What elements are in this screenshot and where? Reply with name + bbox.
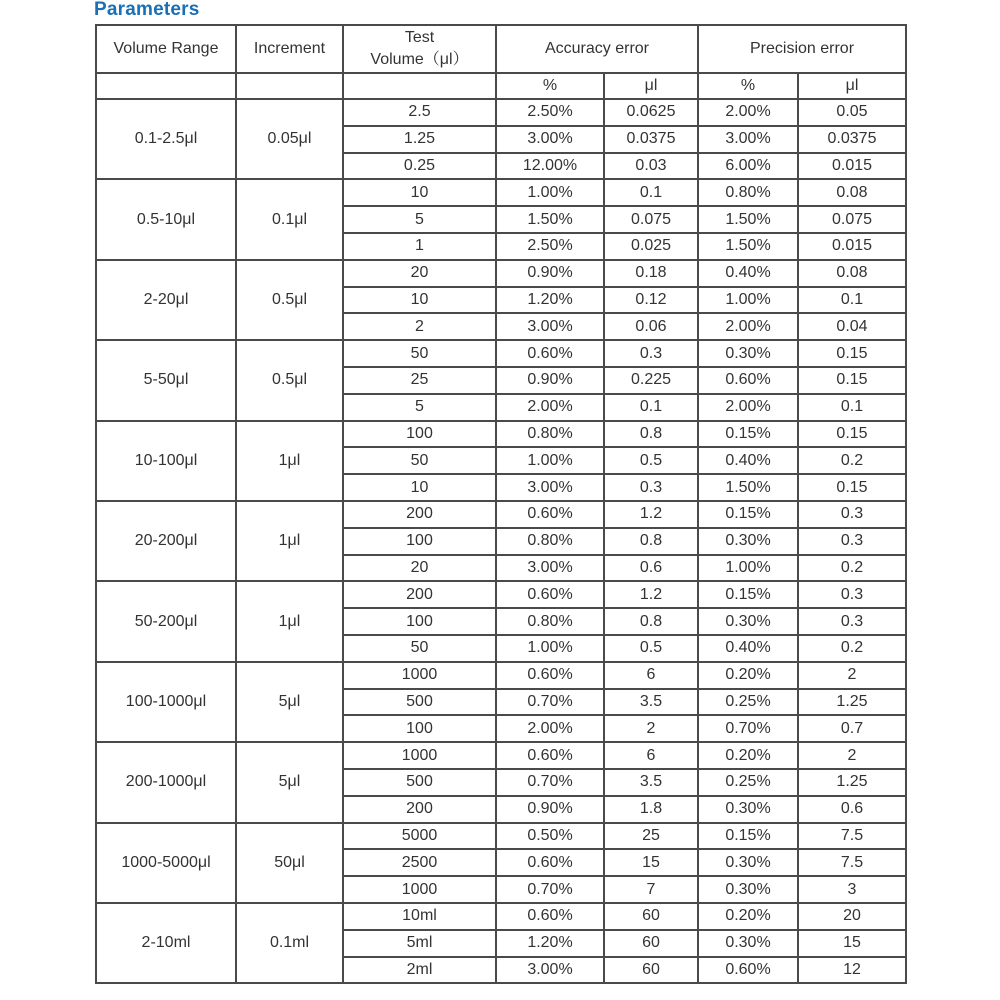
table-row xyxy=(96,742,906,769)
increment-cell: 1μl xyxy=(236,421,343,501)
volume-range-cell: 5-50μl xyxy=(96,340,236,420)
table-row xyxy=(96,662,906,689)
accuracy-percent-cell: 2.50% xyxy=(496,233,604,260)
accuracy-ul-cell: 0.3 xyxy=(604,474,698,501)
precision-ul-cell: 0.075 xyxy=(798,206,906,233)
test-volume-cell: 5 xyxy=(343,206,496,233)
volume-range-cell: 2-20μl xyxy=(96,260,236,340)
header-precision-error: Precision error xyxy=(698,25,906,73)
header-test-volume-line2: Volume（μl） xyxy=(370,51,469,68)
accuracy-percent-cell: 1.20% xyxy=(496,930,604,957)
table-row xyxy=(96,823,906,850)
precision-percent-cell: 0.30% xyxy=(698,528,798,555)
test-volume-cell: 1000 xyxy=(343,876,496,903)
test-volume-cell: 200 xyxy=(343,581,496,608)
accuracy-percent-cell: 0.60% xyxy=(496,340,604,367)
precision-ul-cell: 0.2 xyxy=(798,555,906,582)
precision-ul-cell: 0.04 xyxy=(798,313,906,340)
test-volume-cell: 5ml xyxy=(343,930,496,957)
table-row xyxy=(96,99,906,126)
accuracy-ul-cell: 0.3 xyxy=(604,340,698,367)
test-volume-cell: 500 xyxy=(343,689,496,716)
accuracy-ul-cell: 60 xyxy=(604,930,698,957)
precision-ul-cell: 0.15 xyxy=(798,367,906,394)
precision-ul-cell: 0.2 xyxy=(798,635,906,662)
accuracy-ul-cell: 0.0375 xyxy=(604,126,698,153)
accuracy-percent-cell: 0.60% xyxy=(496,662,604,689)
precision-percent-cell: 0.30% xyxy=(698,849,798,876)
increment-cell: 0.5μl xyxy=(236,340,343,420)
units-precision-ul: μl xyxy=(798,73,906,99)
test-volume-cell: 1.25 xyxy=(343,126,496,153)
accuracy-ul-cell: 0.075 xyxy=(604,206,698,233)
units-empty-cell xyxy=(96,73,236,99)
precision-ul-cell: 12 xyxy=(798,957,906,984)
test-volume-cell: 200 xyxy=(343,501,496,528)
precision-ul-cell: 0.2 xyxy=(798,447,906,474)
units-precision-percent: % xyxy=(698,73,798,99)
accuracy-percent-cell: 0.80% xyxy=(496,608,604,635)
section-title: Parameters xyxy=(94,0,200,20)
precision-ul-cell: 0.3 xyxy=(798,608,906,635)
increment-cell: 0.1ml xyxy=(236,903,343,983)
precision-percent-cell: 0.20% xyxy=(698,903,798,930)
precision-percent-cell: 0.80% xyxy=(698,179,798,206)
test-volume-cell: 2.5 xyxy=(343,99,496,126)
accuracy-ul-cell: 0.8 xyxy=(604,528,698,555)
accuracy-ul-cell: 0.03 xyxy=(604,153,698,180)
table-row xyxy=(96,340,906,367)
precision-ul-cell: 0.1 xyxy=(798,287,906,314)
test-volume-cell: 50 xyxy=(343,447,496,474)
test-volume-cell: 50 xyxy=(343,340,496,367)
accuracy-ul-cell: 1.8 xyxy=(604,796,698,823)
precision-ul-cell: 0.0375 xyxy=(798,126,906,153)
table-row xyxy=(96,501,906,528)
test-volume-cell: 50 xyxy=(343,635,496,662)
precision-ul-cell: 1.25 xyxy=(798,689,906,716)
precision-ul-cell: 0.05 xyxy=(798,99,906,126)
precision-ul-cell: 0.08 xyxy=(798,260,906,287)
precision-ul-cell: 0.1 xyxy=(798,394,906,421)
accuracy-ul-cell: 7 xyxy=(604,876,698,903)
precision-percent-cell: 0.25% xyxy=(698,689,798,716)
units-row xyxy=(96,73,906,99)
increment-cell: 1μl xyxy=(236,581,343,661)
accuracy-percent-cell: 0.60% xyxy=(496,903,604,930)
test-volume-cell: 20 xyxy=(343,555,496,582)
precision-percent-cell: 1.50% xyxy=(698,233,798,260)
units-empty-cell xyxy=(343,73,496,99)
precision-percent-cell: 0.20% xyxy=(698,662,798,689)
accuracy-percent-cell: 0.90% xyxy=(496,367,604,394)
test-volume-cell: 25 xyxy=(343,367,496,394)
precision-ul-cell: 0.3 xyxy=(798,581,906,608)
accuracy-ul-cell: 0.12 xyxy=(604,287,698,314)
precision-percent-cell: 0.40% xyxy=(698,447,798,474)
precision-ul-cell: 0.15 xyxy=(798,474,906,501)
header-increment: Increment xyxy=(236,25,343,73)
accuracy-percent-cell: 3.00% xyxy=(496,126,604,153)
accuracy-percent-cell: 0.50% xyxy=(496,823,604,850)
test-volume-cell: 1000 xyxy=(343,742,496,769)
accuracy-percent-cell: 0.60% xyxy=(496,742,604,769)
precision-ul-cell: 0.015 xyxy=(798,233,906,260)
units-accuracy-ul: μl xyxy=(604,73,698,99)
header-row xyxy=(96,25,906,73)
accuracy-percent-cell: 1.20% xyxy=(496,287,604,314)
increment-cell: 0.5μl xyxy=(236,260,343,340)
accuracy-ul-cell: 0.5 xyxy=(604,447,698,474)
increment-cell: 5μl xyxy=(236,742,343,822)
test-volume-cell: 2 xyxy=(343,313,496,340)
precision-percent-cell: 0.20% xyxy=(698,742,798,769)
accuracy-ul-cell: 25 xyxy=(604,823,698,850)
precision-ul-cell: 0.3 xyxy=(798,501,906,528)
precision-ul-cell: 0.08 xyxy=(798,179,906,206)
accuracy-percent-cell: 1.00% xyxy=(496,635,604,662)
precision-percent-cell: 0.15% xyxy=(698,421,798,448)
test-volume-cell: 0.25 xyxy=(343,153,496,180)
accuracy-ul-cell: 0.5 xyxy=(604,635,698,662)
accuracy-percent-cell: 0.70% xyxy=(496,876,604,903)
accuracy-percent-cell: 0.60% xyxy=(496,581,604,608)
accuracy-ul-cell: 0.8 xyxy=(604,608,698,635)
precision-percent-cell: 0.15% xyxy=(698,581,798,608)
accuracy-ul-cell: 0.18 xyxy=(604,260,698,287)
increment-cell: 50μl xyxy=(236,823,343,903)
accuracy-ul-cell: 0.06 xyxy=(604,313,698,340)
precision-percent-cell: 0.40% xyxy=(698,260,798,287)
increment-cell: 0.05μl xyxy=(236,99,343,179)
volume-range-cell: 50-200μl xyxy=(96,581,236,661)
precision-ul-cell: 3 xyxy=(798,876,906,903)
header-test-volume xyxy=(343,25,496,73)
precision-ul-cell: 2 xyxy=(798,662,906,689)
precision-ul-cell: 0.7 xyxy=(798,715,906,742)
accuracy-percent-cell: 0.80% xyxy=(496,421,604,448)
accuracy-percent-cell: 3.00% xyxy=(496,555,604,582)
precision-ul-cell: 7.5 xyxy=(798,849,906,876)
test-volume-cell: 100 xyxy=(343,528,496,555)
accuracy-percent-cell: 2.00% xyxy=(496,715,604,742)
accuracy-percent-cell: 1.50% xyxy=(496,206,604,233)
volume-range-cell: 2-10ml xyxy=(96,903,236,983)
accuracy-ul-cell: 6 xyxy=(604,742,698,769)
accuracy-percent-cell: 0.90% xyxy=(496,260,604,287)
precision-percent-cell: 0.40% xyxy=(698,635,798,662)
volume-range-cell: 10-100μl xyxy=(96,421,236,501)
accuracy-ul-cell: 3.5 xyxy=(604,689,698,716)
test-volume-cell: 100 xyxy=(343,421,496,448)
units-accuracy-percent: % xyxy=(496,73,604,99)
accuracy-percent-cell: 0.70% xyxy=(496,689,604,716)
accuracy-ul-cell: 60 xyxy=(604,903,698,930)
header-accuracy-error: Accuracy error xyxy=(496,25,698,73)
accuracy-ul-cell: 6 xyxy=(604,662,698,689)
table-row xyxy=(96,581,906,608)
accuracy-ul-cell: 1.2 xyxy=(604,581,698,608)
table-row xyxy=(96,260,906,287)
table-row xyxy=(96,421,906,448)
accuracy-percent-cell: 0.60% xyxy=(496,849,604,876)
precision-ul-cell: 0.6 xyxy=(798,796,906,823)
parameters-table xyxy=(95,24,907,984)
precision-percent-cell: 0.30% xyxy=(698,796,798,823)
accuracy-percent-cell: 3.00% xyxy=(496,474,604,501)
test-volume-cell: 20 xyxy=(343,260,496,287)
accuracy-percent-cell: 0.70% xyxy=(496,769,604,796)
table-row xyxy=(96,179,906,206)
accuracy-ul-cell: 2 xyxy=(604,715,698,742)
precision-percent-cell: 0.30% xyxy=(698,876,798,903)
test-volume-cell: 100 xyxy=(343,715,496,742)
accuracy-ul-cell: 0.0625 xyxy=(604,99,698,126)
accuracy-percent-cell: 1.00% xyxy=(496,179,604,206)
volume-range-cell: 0.1-2.5μl xyxy=(96,99,236,179)
precision-percent-cell: 0.15% xyxy=(698,823,798,850)
test-volume-cell: 10ml xyxy=(343,903,496,930)
accuracy-percent-cell: 1.00% xyxy=(496,447,604,474)
accuracy-ul-cell: 60 xyxy=(604,957,698,984)
accuracy-ul-cell: 0.225 xyxy=(604,367,698,394)
precision-ul-cell: 0.15 xyxy=(798,421,906,448)
precision-percent-cell: 1.50% xyxy=(698,474,798,501)
precision-percent-cell: 3.00% xyxy=(698,126,798,153)
test-volume-cell: 10 xyxy=(343,287,496,314)
test-volume-cell: 1000 xyxy=(343,662,496,689)
test-volume-cell: 5000 xyxy=(343,823,496,850)
accuracy-percent-cell: 3.00% xyxy=(496,957,604,984)
precision-percent-cell: 1.50% xyxy=(698,206,798,233)
accuracy-ul-cell: 0.1 xyxy=(604,394,698,421)
accuracy-percent-cell: 2.00% xyxy=(496,394,604,421)
accuracy-ul-cell: 0.6 xyxy=(604,555,698,582)
increment-cell: 5μl xyxy=(236,662,343,742)
accuracy-percent-cell: 0.80% xyxy=(496,528,604,555)
accuracy-percent-cell: 0.60% xyxy=(496,501,604,528)
accuracy-ul-cell: 0.8 xyxy=(604,421,698,448)
header-volume-range: Volume Range xyxy=(96,25,236,73)
precision-ul-cell: 7.5 xyxy=(798,823,906,850)
precision-ul-cell: 2 xyxy=(798,742,906,769)
increment-cell: 1μl xyxy=(236,501,343,581)
precision-percent-cell: 0.25% xyxy=(698,769,798,796)
test-volume-cell: 200 xyxy=(343,796,496,823)
test-volume-cell: 500 xyxy=(343,769,496,796)
precision-ul-cell: 0.015 xyxy=(798,153,906,180)
volume-range-cell: 1000-5000μl xyxy=(96,823,236,903)
precision-ul-cell: 15 xyxy=(798,930,906,957)
precision-percent-cell: 0.60% xyxy=(698,957,798,984)
test-volume-cell: 10 xyxy=(343,474,496,501)
table-body xyxy=(96,99,906,983)
precision-percent-cell: 0.30% xyxy=(698,608,798,635)
precision-percent-cell: 2.00% xyxy=(698,99,798,126)
test-volume-cell: 1 xyxy=(343,233,496,260)
precision-percent-cell: 0.15% xyxy=(698,501,798,528)
test-volume-cell: 2500 xyxy=(343,849,496,876)
test-volume-cell: 10 xyxy=(343,179,496,206)
accuracy-ul-cell: 3.5 xyxy=(604,769,698,796)
header-test-volume-line1: Test xyxy=(404,29,435,46)
accuracy-percent-cell: 2.50% xyxy=(496,99,604,126)
accuracy-percent-cell: 3.00% xyxy=(496,313,604,340)
increment-cell: 0.1μl xyxy=(236,179,343,259)
precision-percent-cell: 2.00% xyxy=(698,394,798,421)
volume-range-cell: 20-200μl xyxy=(96,501,236,581)
accuracy-ul-cell: 0.1 xyxy=(604,179,698,206)
precision-percent-cell: 0.60% xyxy=(698,367,798,394)
accuracy-ul-cell: 1.2 xyxy=(604,501,698,528)
precision-ul-cell: 1.25 xyxy=(798,769,906,796)
table-row xyxy=(96,903,906,930)
precision-ul-cell: 0.3 xyxy=(798,528,906,555)
precision-ul-cell: 20 xyxy=(798,903,906,930)
accuracy-percent-cell: 12.00% xyxy=(496,153,604,180)
test-volume-cell: 2ml xyxy=(343,957,496,984)
test-volume-cell: 5 xyxy=(343,394,496,421)
precision-percent-cell: 6.00% xyxy=(698,153,798,180)
precision-percent-cell: 1.00% xyxy=(698,287,798,314)
precision-ul-cell: 0.15 xyxy=(798,340,906,367)
volume-range-cell: 200-1000μl xyxy=(96,742,236,822)
precision-percent-cell: 0.30% xyxy=(698,340,798,367)
accuracy-ul-cell: 15 xyxy=(604,849,698,876)
precision-percent-cell: 0.70% xyxy=(698,715,798,742)
accuracy-ul-cell: 0.025 xyxy=(604,233,698,260)
volume-range-cell: 100-1000μl xyxy=(96,662,236,742)
units-empty-cell xyxy=(236,73,343,99)
precision-percent-cell: 0.30% xyxy=(698,930,798,957)
accuracy-percent-cell: 0.90% xyxy=(496,796,604,823)
precision-percent-cell: 1.00% xyxy=(698,555,798,582)
volume-range-cell: 0.5-10μl xyxy=(96,179,236,259)
precision-percent-cell: 2.00% xyxy=(698,313,798,340)
test-volume-cell: 100 xyxy=(343,608,496,635)
